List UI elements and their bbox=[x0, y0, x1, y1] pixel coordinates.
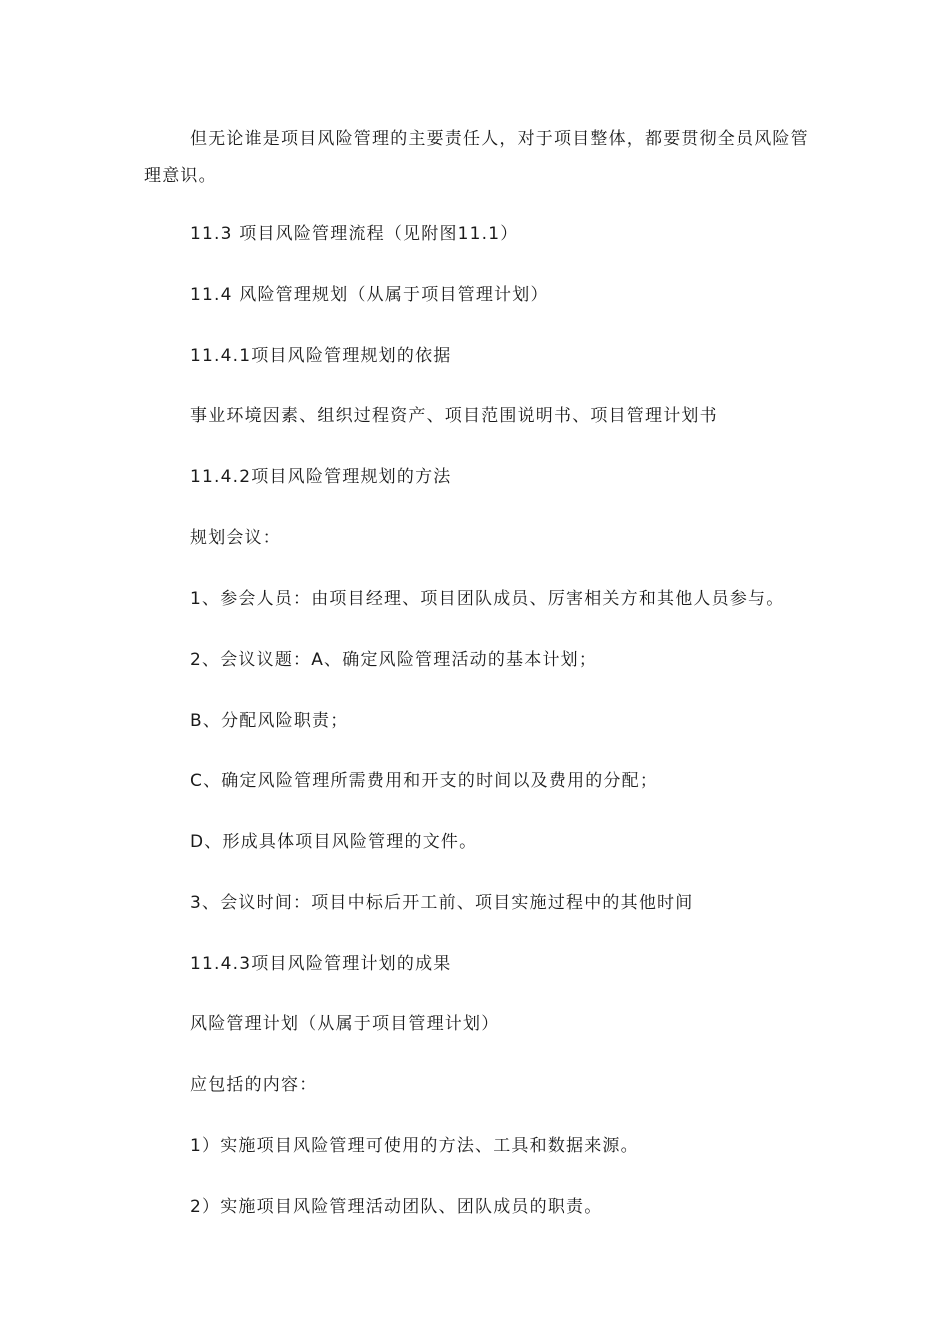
list-item-participants: 1、参会人员：由项目经理、项目团队成员、厉害相关方和其他人员参与。 bbox=[190, 589, 785, 609]
list-item-methods: 1）实施项目风险管理可使用的方法、工具和数据来源。 bbox=[190, 1136, 639, 1156]
heading-11-3: 11.3 项目风险管理流程（见附图11.1） bbox=[190, 224, 519, 244]
list-item-agenda: 2、会议议题：A、确定风险管理活动的基本计划； bbox=[190, 650, 598, 670]
paragraph-basis: 事业环境因素、组织过程资产、项目范围说明书、项目管理计划书 bbox=[190, 406, 718, 426]
paragraph-risk-plan: 风险管理计划（从属于项目管理计划） bbox=[190, 1014, 500, 1034]
list-item-agenda-c: C、确定风险管理所需费用和开支的时间以及费用的分配； bbox=[190, 771, 659, 791]
list-item-meeting-time: 3、会议时间：项目中标后开工前、项目实施过程中的其他时间 bbox=[190, 893, 694, 913]
paragraph-planning-meeting: 规划会议： bbox=[190, 528, 281, 548]
heading-11-4-2: 11.4.2项目风险管理规划的方法 bbox=[190, 467, 452, 487]
paragraph-risk-awareness: 但无论谁是项目风险管理的主要责任人，对于项目整体，都要贯彻全员风险管理意识。 bbox=[144, 129, 809, 186]
heading-11-4-3: 11.4.3项目风险管理计划的成果 bbox=[190, 954, 452, 974]
heading-11-4-1: 11.4.1项目风险管理规划的依据 bbox=[190, 346, 452, 366]
list-item-agenda-b: B、分配风险职责； bbox=[190, 711, 349, 731]
paragraph-contents: 应包括的内容： bbox=[190, 1075, 318, 1095]
heading-11-4: 11.4 风险管理规划（从属于项目管理计划） bbox=[190, 285, 549, 305]
list-item-team-duties: 2）实施项目风险管理活动团队、团队成员的职责。 bbox=[190, 1197, 603, 1217]
list-item-agenda-d: D、形成具体项目风险管理的文件。 bbox=[190, 832, 478, 852]
